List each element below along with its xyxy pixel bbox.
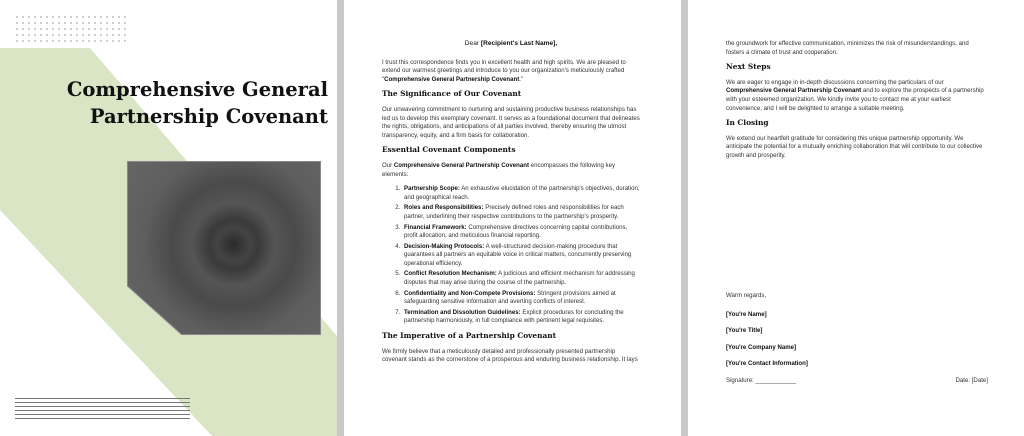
cover-title-line1: Comprehensive General (66, 78, 328, 101)
sender-company: [You're Company Name] (726, 343, 797, 351)
cover-title-line2: Partnership Covenant (89, 105, 328, 128)
next-steps-paragraph: We are eager to engage in in-depth discussions concerning the particulars of our Comprehensive General Partnership Covenant and to explore the prospects of a partnership with your esteemed organization. We kindly invite you to contact me at your earliest convenience, and I will be delighted to arrange a suitable meeting. (726, 78, 984, 112)
letter-page-2 (688, 0, 1024, 436)
signature-row (726, 377, 988, 387)
signature-line: Signature: ____________ (726, 376, 797, 384)
date-field: Date: [Date] (955, 376, 988, 384)
heading-closing: In Closing (726, 118, 769, 128)
letter-body (382, 40, 640, 371)
dot-pattern (14, 14, 126, 42)
significance-paragraph: Our unwavering commitment to nurturing and sustaining productive business relationships has led us to develop this exemplary covenant. It serves as a foundational document that delineates the rights, obligations, and anticipations of all parties involved, thereby ensuring the utmost transparency, equity, and a firm basis for collaboration. (382, 105, 640, 139)
imperative-continued: the groundwork for effective communication, minimizes the risk of misunderstandings, and fosters a climate of trust and cooperation. (726, 40, 969, 56)
decorative-lines (15, 398, 190, 420)
list-item: 4. Decision-Making Protocols: A well-structured decision-making procedure that guarantees all partners an equitable voice in critical matters, concurrently preserving operational efficiency. (402, 243, 640, 269)
cover-page (0, 0, 337, 436)
heading-components: Essential Covenant Components (382, 145, 516, 155)
closing-paragraph: We extend our heartfelt gratitude for considering this unique partnership opportunity. We anticipate the potential for a mutually enriching collaboration that will contribute to our collective growth and prosperity. (726, 134, 983, 159)
list-item: 6. Confidentiality and Non-Compete Provisions: Stringent provisions aimed at safeguarding sensitive information and averting conflicts of interest. (402, 290, 640, 307)
heading-next-steps: Next Steps (726, 62, 771, 72)
cover-image (128, 162, 320, 334)
heading-significance: The Significance of Our Covenant (382, 89, 522, 99)
recipient-name: [Recipient's Last Name], (480, 40, 558, 47)
letter-body-continued (726, 40, 988, 167)
sender-contact: [You're Contact Information] (726, 360, 808, 368)
regards: Warm regards, (726, 292, 767, 299)
letter-page-1 (344, 0, 681, 436)
list-item: 1. Partnership Scope: An exhaustive elucidation of the partnership's objectives, duration, and geographical reach. (402, 185, 640, 202)
sender-title: [You're Title] (726, 327, 763, 335)
heading-imperative: The Imperative of a Partnership Covenant (382, 331, 557, 341)
imperative-paragraph: We firmly believe that a meticulously detailed and professionally presented partnership covenant stands as the cornerstone of a prosperous and enduring business relationship. It lays (382, 347, 638, 364)
list-item: 2. Roles and Responsibilities: Precisely defined roles and responsibilities for each partner, underlining their respective contributions to the partnership's prosperity. (402, 204, 640, 221)
components-list (382, 185, 640, 326)
intro-paragraph: I trust this correspondence finds you in excellent health and high spirits. We are pleased to extend our warmest greetings and introduce to you our organization's meticulously crafted "Comprehensive General Partnership Covenant." (382, 58, 626, 83)
components-paragraph: Our Comprehensive General Partnership Covenant encompasses the following key elements: (382, 161, 616, 178)
list-item: 7. Termination and Dissolution Guidelines: Explicit procedures for concluding the partnership harmoniously, in full compliance with pertinent legal requisites. (402, 309, 640, 326)
sender-name: [You're Name] (726, 310, 767, 318)
list-item: 5. Conflict Resolution Mechanism: A judicious and efficient mechanism for addressing disputes that may arise during the course of the partnership. (402, 270, 640, 287)
salutation: Dear [Recipient's Last Name], (464, 40, 558, 47)
signature-block (726, 292, 988, 395)
list-item: 3. Financial Framework: Comprehensive directives concerning capital contributions, profit allocation, and meticulous financial reporting. (402, 224, 640, 241)
cover-title (28, 76, 328, 130)
